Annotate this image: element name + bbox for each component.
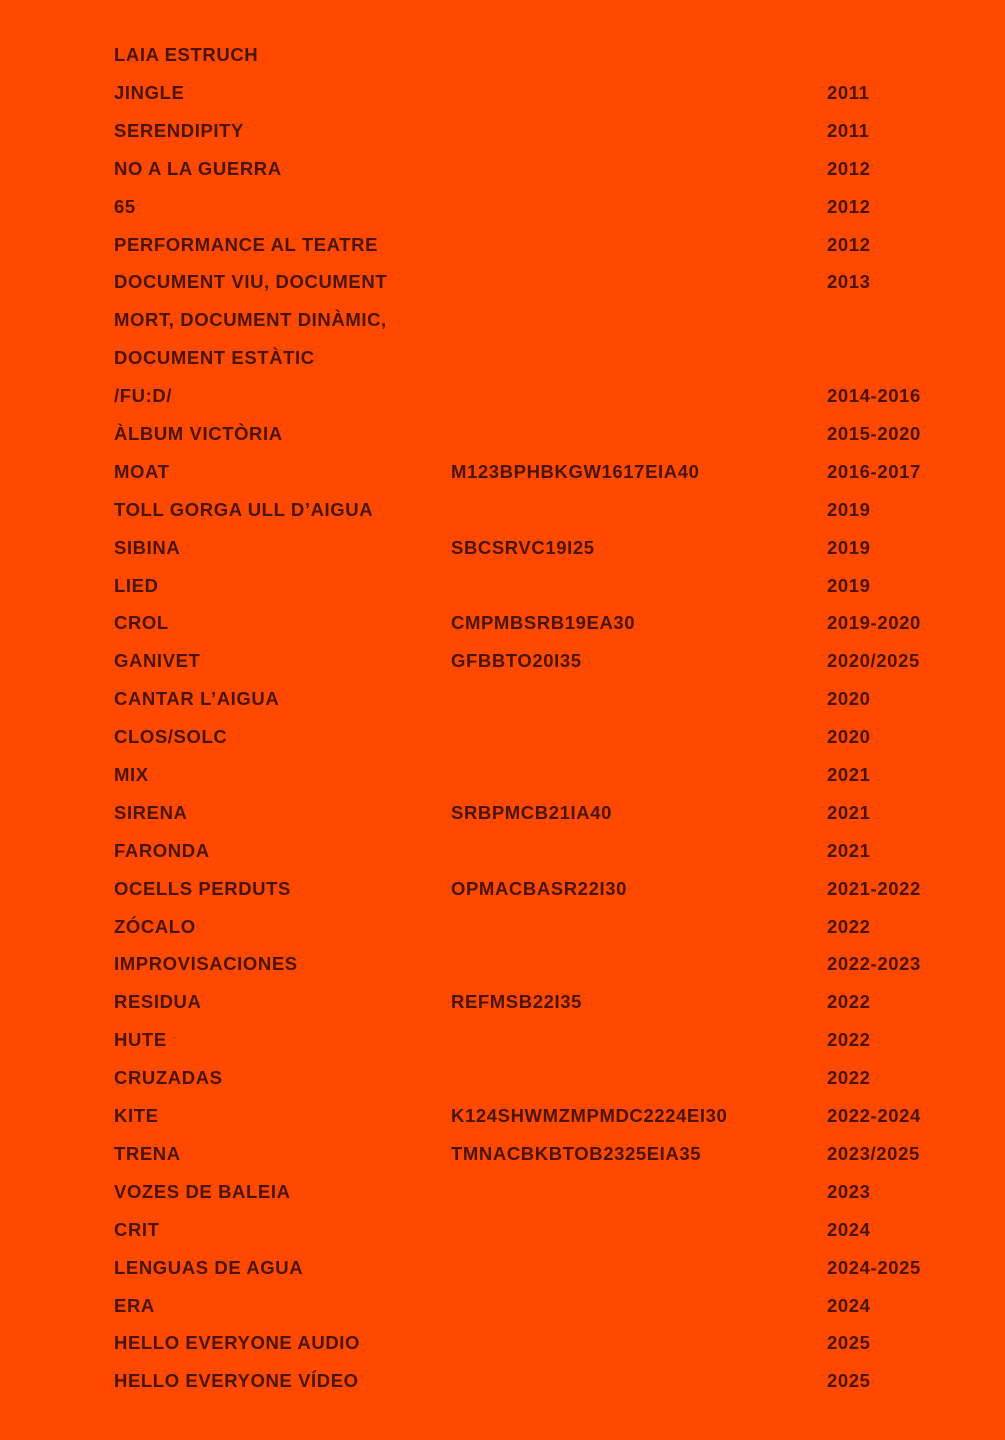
work-title: NO A LA GUERRA [114,157,282,179]
work-year: 2021 [827,839,871,861]
work-year: 2015-2020 [827,423,921,445]
list-item [0,305,1005,343]
list-item [0,760,1005,798]
work-year: 2022-2023 [827,953,921,975]
work-year: 2021 [827,801,871,823]
work-year: 2020 [827,688,871,710]
work-title: CROL [114,612,169,634]
list-item [0,722,1005,760]
work-code: SBCSRVC19I25 [451,536,595,558]
work-year: 2022 [827,991,871,1013]
work-title: ZÓCALO [114,915,196,937]
list-item [0,836,1005,874]
work-code: CMPMBSRB19EA30 [451,612,636,634]
list-item [0,646,1005,684]
work-year: 2022-2024 [827,1105,921,1127]
list-item [0,78,1005,116]
work-year: 2019 [827,498,871,520]
work-title: SERENDIPITY [114,119,244,141]
work-title: PERFORMANCE AL TEATRE [114,233,379,255]
work-year: 2021-2022 [827,877,921,899]
work-title: CLOS/SOLC [114,726,228,748]
list-item [0,1101,1005,1139]
work-title: HELLO EVERYONE VÍDEO [114,1370,359,1392]
artist-name: LAIA ESTRUCH [114,44,259,65]
list-item [0,912,1005,950]
work-title: HELLO EVERYONE AUDIO [114,1332,361,1354]
work-year: 2014-2016 [827,385,921,407]
work-title: SIRENA [114,801,188,823]
work-title: MIX [114,764,149,786]
list-item [0,1215,1005,1253]
work-title: VOZES DE BALEIA [114,1180,291,1202]
work-year: 2023/2025 [827,1142,920,1164]
work-year: 2025 [827,1370,871,1392]
list-item [0,116,1005,154]
list-item [0,1291,1005,1329]
work-title: MORT, DOCUMENT DINÀMIC, [114,309,387,331]
work-title: CRUZADAS [114,1067,223,1089]
list-item [0,230,1005,268]
work-year: 2024 [827,1294,871,1316]
work-title: LENGUAS DE AGUA [114,1256,304,1278]
list-item [0,154,1005,192]
work-year: 2011 [827,82,870,103]
work-year: 2012 [827,157,871,179]
list-item [0,1366,1005,1404]
work-year: 2025 [827,1332,871,1354]
list-item [0,457,1005,495]
list-item [0,267,1005,305]
list-item [0,608,1005,646]
work-title: SIBINA [114,536,181,558]
work-title: OCELLS PERDUTS [114,877,291,899]
work-title: HUTE [114,1029,167,1051]
list-item [0,419,1005,457]
work-title: JINGLE [114,82,185,103]
work-year: 2024-2025 [827,1256,921,1278]
work-title: MOAT [114,460,170,482]
work-year: 2019 [827,536,871,558]
list-item [0,192,1005,230]
work-title: 65 [114,195,136,217]
work-year: 2020 [827,726,871,748]
work-title: TOLL GORGA ULL D’AIGUA [114,498,374,520]
work-title: LIED [114,574,159,596]
work-code: GFBBTO20I35 [451,650,582,672]
list-item [0,949,1005,987]
work-code: REFMSB22I35 [451,991,583,1013]
work-code: K124SHWMZMPMDC2224EI30 [451,1105,728,1127]
work-title: IMPROVISACIONES [114,953,298,975]
work-year: 2016-2017 [827,460,921,482]
work-year: 2013 [827,271,871,293]
work-title: DOCUMENT ESTÀTIC [114,347,315,369]
list-item [0,874,1005,912]
work-title: CANTAR L’AIGUA [114,688,280,710]
work-year: 2022 [827,915,871,937]
work-year: 2023 [827,1180,871,1202]
work-code: OPMACBASR22I30 [451,877,627,899]
work-title: /FU:D/ [114,385,173,407]
work-year: 2011 [827,119,870,141]
list-item [0,1139,1005,1177]
work-year: 2022 [827,1029,871,1051]
work-title: TRENA [114,1142,181,1164]
list-item [0,571,1005,609]
work-year: 2021 [827,764,871,786]
list-item [0,495,1005,533]
list-item [0,1063,1005,1101]
list-item [0,381,1005,419]
work-year: 2020/2025 [827,650,920,672]
list-item [0,1328,1005,1366]
work-title: FARONDA [114,839,210,861]
list-item [0,1025,1005,1063]
work-title: GANIVET [114,650,201,672]
list-item [0,1253,1005,1291]
work-code: TMNACBKBTOB2325EIA35 [451,1142,702,1164]
list-item [0,343,1005,381]
work-year: 2019-2020 [827,612,921,634]
list-item [0,684,1005,722]
work-title: ÀLBUM VICTÒRIA [114,423,283,445]
works-list [0,78,1005,1404]
work-year: 2024 [827,1218,871,1240]
work-code: M123BPHBKGW1617EIA40 [451,460,700,482]
work-year: 2012 [827,195,871,217]
list-item [0,533,1005,571]
work-year: 2012 [827,233,871,255]
work-title: RESIDUA [114,991,202,1013]
work-title: KITE [114,1105,159,1127]
work-title: ERA [114,1294,155,1316]
list-item [0,987,1005,1025]
work-year: 2019 [827,574,871,596]
work-title: CRIT [114,1218,160,1240]
list-item [0,1177,1005,1215]
work-title: DOCUMENT VIU, DOCUMENT [114,271,388,293]
work-code: SRBPMCB21IA40 [451,801,612,823]
work-year: 2022 [827,1067,871,1089]
list-item [0,798,1005,836]
